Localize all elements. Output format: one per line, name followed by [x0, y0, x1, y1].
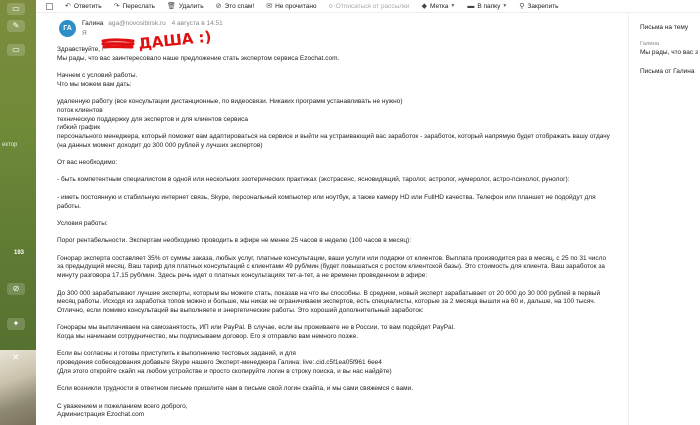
envelope-icon: ✉ — [266, 3, 273, 10]
pin-label: Закрепить — [527, 2, 559, 10]
inbox-icon[interactable]: ▭ — [7, 44, 25, 56]
to-folder-label: В папку — [477, 2, 501, 10]
label-button[interactable] — [416, 0, 462, 13]
letters-from-sender-link[interactable]: Письма от Галина — [640, 68, 695, 75]
body-paragraph: персонального менеджера, который поможет вам адаптироваться на сервисе и выйти на устраивающий вас заработок - заработок, который напрямую будет отображать вашу отдачу (на данных момент доходит до 300 000 рублей у лучших экспертов) — [57, 133, 610, 149]
close-icon[interactable]: ✕ — [12, 352, 20, 362]
sidebar-folder-label[interactable]: ектор — [2, 142, 18, 148]
paragraph-gap — [57, 281, 613, 290]
body-paragraph: проведения собеседования добавьте Skype нашего Эксперт-менеджера Галина: live:.cid.c5f1ea05f961 6ee4 — [57, 359, 382, 367]
unsubscribe-button[interactable] — [323, 0, 416, 13]
move-to-folder-button[interactable] — [461, 0, 513, 13]
settings-icon[interactable]: ✦ — [7, 318, 25, 330]
sender-line — [82, 20, 223, 27]
paragraph-gap — [57, 90, 613, 99]
compose-icon[interactable]: ✎ — [7, 20, 25, 32]
sender-avatar[interactable]: ГА — [59, 20, 76, 37]
link-icon[interactable]: ⊘ — [7, 283, 25, 295]
body-paragraph: От вас необходимо: — [57, 159, 118, 167]
unread-label: Не прочитано — [275, 2, 317, 10]
unsubscribe-icon: ○ — [328, 2, 333, 10]
panel-divider — [628, 13, 629, 425]
message-toolbar — [36, 0, 700, 13]
paragraph-gap — [57, 185, 613, 194]
body-paragraph: Гонорары мы выплачиваем на самозанятость, ИП или PayPal. В случае, если вы проживаете не в России, то вам подойдет PayPal. — [57, 324, 455, 332]
body-paragraph: гибкий график — [57, 124, 101, 132]
reply-label: Ответить — [73, 2, 102, 10]
annotation-text: ДАША :) — [137, 27, 213, 53]
body-paragraph: удаленную работу (все консультации дистанционные, по видеосвязи. Никаких программ устанавливать не нужно) — [57, 98, 403, 106]
body-paragraph: (Для этого откройте скайп на любом устройстве и просто скопируйте логин в строку поиска, и вы нас найдёте) — [57, 367, 392, 375]
body-paragraph: - иметь постоянную и стабильную интернет связь, Skype, персональный компьютер или ноутбук, а также камеру HD или FullHD качества. Телефон или планшет не подойдут для работы. — [57, 193, 596, 210]
spam-icon: ⊘ — [215, 3, 222, 10]
select-checkbox[interactable] — [46, 3, 53, 10]
body-paragraph: Гонорар эксперта составляет 35% от суммы заказа, любых услуг, платные консультации, ваши услуги или подарки от клиентов. Выплата производится раз в месяц, с 25 по 31 число за предыдущий месяц. Ваш тариф для платных консультаций с клиентами 49 руб/мин (будет повышаться с ростом клиентской базы). Это стоимость для клиента. Ваш заработок за минуту разговора 17,15 руб/мин. Здесь речь идет о платных консультациях тет-а-тет, а не времени проведенном в эфире: — [57, 254, 607, 280]
sender-name[interactable]: Галина — [82, 20, 104, 27]
paragraph-gap — [57, 394, 613, 403]
paragraph-gap — [57, 63, 613, 72]
recipient-line[interactable]: Я — [82, 30, 87, 37]
paragraph-gap — [57, 211, 613, 220]
pin-button[interactable] — [513, 0, 564, 13]
body-paragraph: Здравствуйте, ! — [57, 46, 104, 53]
body-paragraph: Условия работы: — [57, 219, 108, 227]
reply-button[interactable] — [59, 0, 108, 13]
message-body — [57, 46, 613, 420]
body-paragraph: Мы рады, что вас заинтересовало наше предложение стать экспертом сервиса Ezochat.com. — [57, 54, 340, 62]
related-title: Письма на тему — [640, 24, 689, 31]
forward-icon: ↷ — [113, 3, 120, 10]
body-paragraph: Если вы согласны и готовы приступить к выполнению тестовых заданий, и для — [57, 350, 296, 358]
pin-icon: ⚲ — [519, 3, 525, 10]
body-paragraph: До 300 000 зарабатывают лучшие эксперты, которым вы можете стать, показав на что вы способны. В среднем, новый эксперт зарабатывает от 20 000 до 30 000 рублей в первый месяц работы. Исходя из заработка топов можно и больше, мы никак не ограничиваем экспертов, есть специалисты, которые за 2 месяца вышли на 60 и, дальше, на 100 тысяч. Отлично, если помимо консультаций вы выполняете и энергетические работы. Это хороший дополнительный заработок: — [57, 289, 601, 314]
left-sidebar — [0, 0, 36, 425]
body-paragraph: Администрация Ezochat.com — [57, 411, 145, 419]
paragraph-gap — [57, 246, 613, 255]
paragraph-gap — [57, 150, 613, 159]
chevron-down-icon: ▼ — [502, 3, 508, 9]
body-paragraph: Если возникли трудности в ответном письме пришлите нам в письме свой логин скайпа, и мы сами свяжемся с вами. — [57, 385, 414, 393]
chevron-down-icon: ▼ — [450, 3, 456, 9]
body-paragraph: С уважением и пожеланием всего доброго, — [57, 402, 188, 410]
message-date: 4 августа в 14:51 — [171, 20, 223, 27]
related-snippet[interactable]: Мы рады, что вас з — [640, 49, 698, 56]
body-paragraph: поток клиентов — [57, 106, 103, 114]
folder-icon[interactable]: ▭ — [7, 3, 25, 15]
body-paragraph: Начнем с условий работы. — [57, 72, 138, 80]
related-sender: Галина — [640, 41, 660, 47]
folder-icon: ▬ — [467, 2, 475, 10]
trash-icon: 🗑 — [166, 3, 176, 10]
mark-unread-button[interactable] — [260, 0, 322, 13]
body-paragraph: Когда мы начинаем сотрудничество, мы подписываем договор. Его я отправлю вам немного позже. — [57, 333, 359, 341]
body-paragraph: Что мы можем вам дать: — [57, 80, 132, 88]
label-label: Метка — [429, 2, 449, 10]
body-paragraph: техническую поддержку для экспертов и для клиентов сервиса — [57, 115, 248, 123]
body-paragraph: - быть компетентным специалистом в одной или нескольких эзотерических практиках (экстрасенс, ясновидящий, таролог, астролог, нумеролог, астро-психолог, рунолог): — [57, 176, 570, 184]
spam-button[interactable] — [210, 0, 261, 13]
spam-label: Это спам! — [224, 2, 255, 10]
related-panel — [640, 24, 700, 75]
body-paragraph: Порог рентабельности. Экспертам необходимо проводить в эфире не менее 25 часов в неделю (100 часов в месяц): — [57, 237, 412, 245]
tag-icon: ◆ — [421, 3, 427, 10]
delete-button[interactable] — [161, 0, 210, 13]
reply-icon: ↶ — [65, 3, 71, 10]
forward-label: Переслать — [122, 2, 155, 10]
sender-email[interactable]: aga@novosibirsk.ru — [108, 20, 166, 27]
unread-count-badge: 193 — [14, 250, 25, 256]
paragraph-gap — [57, 377, 613, 386]
delete-label: Удалить — [178, 2, 204, 10]
unsubscribe-label: Отписаться от рассылки — [335, 2, 410, 10]
forward-button[interactable] — [108, 0, 161, 13]
